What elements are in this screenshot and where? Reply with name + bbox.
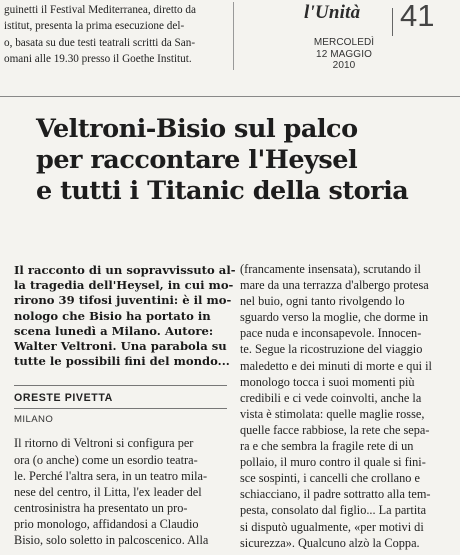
lede-line: tutte le possibili fini del mondo... [14,354,230,369]
snippet-line: istitut, presenta la prima esecuzione del- [4,20,185,33]
column-divider [233,2,234,70]
body-line: nel buio, ogni tanto rivolgendo lo [240,294,405,309]
body-line: pollaio, il muro contro il quale si fini- [240,455,426,470]
body-line: sce sospinti, i cancelli che crollano e [240,471,420,486]
snippet-line: omani alle 19.30 presso il Goethe Institut. [4,53,192,66]
body-line: mare da una terrazza d'albergo protesa [240,278,429,293]
section-rule [0,96,460,97]
author-byline: ORESTE PIVETTA [14,392,113,405]
byline-rule-bottom [14,408,227,409]
issue-date [304,37,384,72]
article-right-column [240,261,456,551]
body-line: credibili e ci vede coinvolti, anche la [240,390,422,405]
masthead-divider [392,8,393,36]
snippet-line: guinetti il Festival Mediterranea, diretto da [4,4,196,16]
page-number: 41 [400,0,435,33]
lede-line: scena lunedì a Milano. Autore: [14,323,214,338]
body-line: (francamente insensata), scrutando il [240,262,421,276]
date-year: 2010 [332,60,356,71]
lede-line: Walter Veltroni. Una parabola su [14,339,227,354]
body-line: prio monologo, affidandosi a Claudio [14,516,199,531]
body-line: nese del centro, il Litta, l'ex leader del [14,484,202,499]
body-line: pace nuda e inconsapevole. Innocen- [240,326,422,341]
article-body-left [14,435,227,548]
previous-article-snippet [4,2,224,68]
article-headline [36,114,456,207]
body-line: ora (o anche) come un esordio teatra- [14,452,198,467]
body-line: Bisio, solo soletto in palcoscenico. Alla [14,532,209,547]
body-line: monologo tocca i suoi momenti più [240,374,415,389]
lede-line: rirono 39 tifosi juventini: è il mo- [14,293,232,308]
body-line: vista è stimolata: quelle maglie rosse, [240,406,425,421]
byline-rule-top [14,385,227,386]
body-line: te. Segue la ricostruzione del viaggio [240,342,423,357]
date-day-month: 12 MAGGIO [316,48,372,60]
body-line: si disputò ugualmente, «per motivi di [240,519,424,534]
body-line: Il ritorno di Veltroni si configura per [14,436,194,451]
body-line: centrosinistra ha presentato un pro- [14,500,188,515]
body-line: maledetto e dei minuti di morte e qui il [240,358,432,373]
headline-line: e tutti i Titanic della storia [36,176,409,206]
lede-line: la tragedia dell'Heysel, in cui mo- [14,278,234,293]
headline-line: Veltroni-Bisio sul palco [36,114,358,144]
article-left-column [14,263,236,548]
body-line: sicurezza». Qualcuno alzò la Coppa. [240,535,420,550]
lede-line: Il racconto di un sopravvissuto al- [14,263,236,277]
headline-line: per raccontare l'Heysel [36,145,358,175]
article-lede [14,263,236,369]
lede-line: nologo che Bisio ha portato in [14,308,211,323]
body-line: sguardo verso la moglie, che dorme in [240,310,429,325]
body-line: pesta, consolato dal figlio... La partita [240,503,427,518]
dateline-city: MILANO [14,414,54,426]
date-weekday: MERCOLEDÌ [313,37,375,48]
body-line: quelle facce rabbiose, la rete che sepa- [240,422,430,437]
body-line: le. Perché l'altra sera, in un teatro mila- [14,468,208,483]
body-line: ra e che sembra la fragile rete di un [240,439,414,454]
snippet-line: o, basata su due testi teatrali scritti da San- [4,36,196,49]
body-line: schiacciano, il padre sottratto alla tem- [240,487,431,502]
newspaper-masthead: l'Unità [304,2,361,23]
